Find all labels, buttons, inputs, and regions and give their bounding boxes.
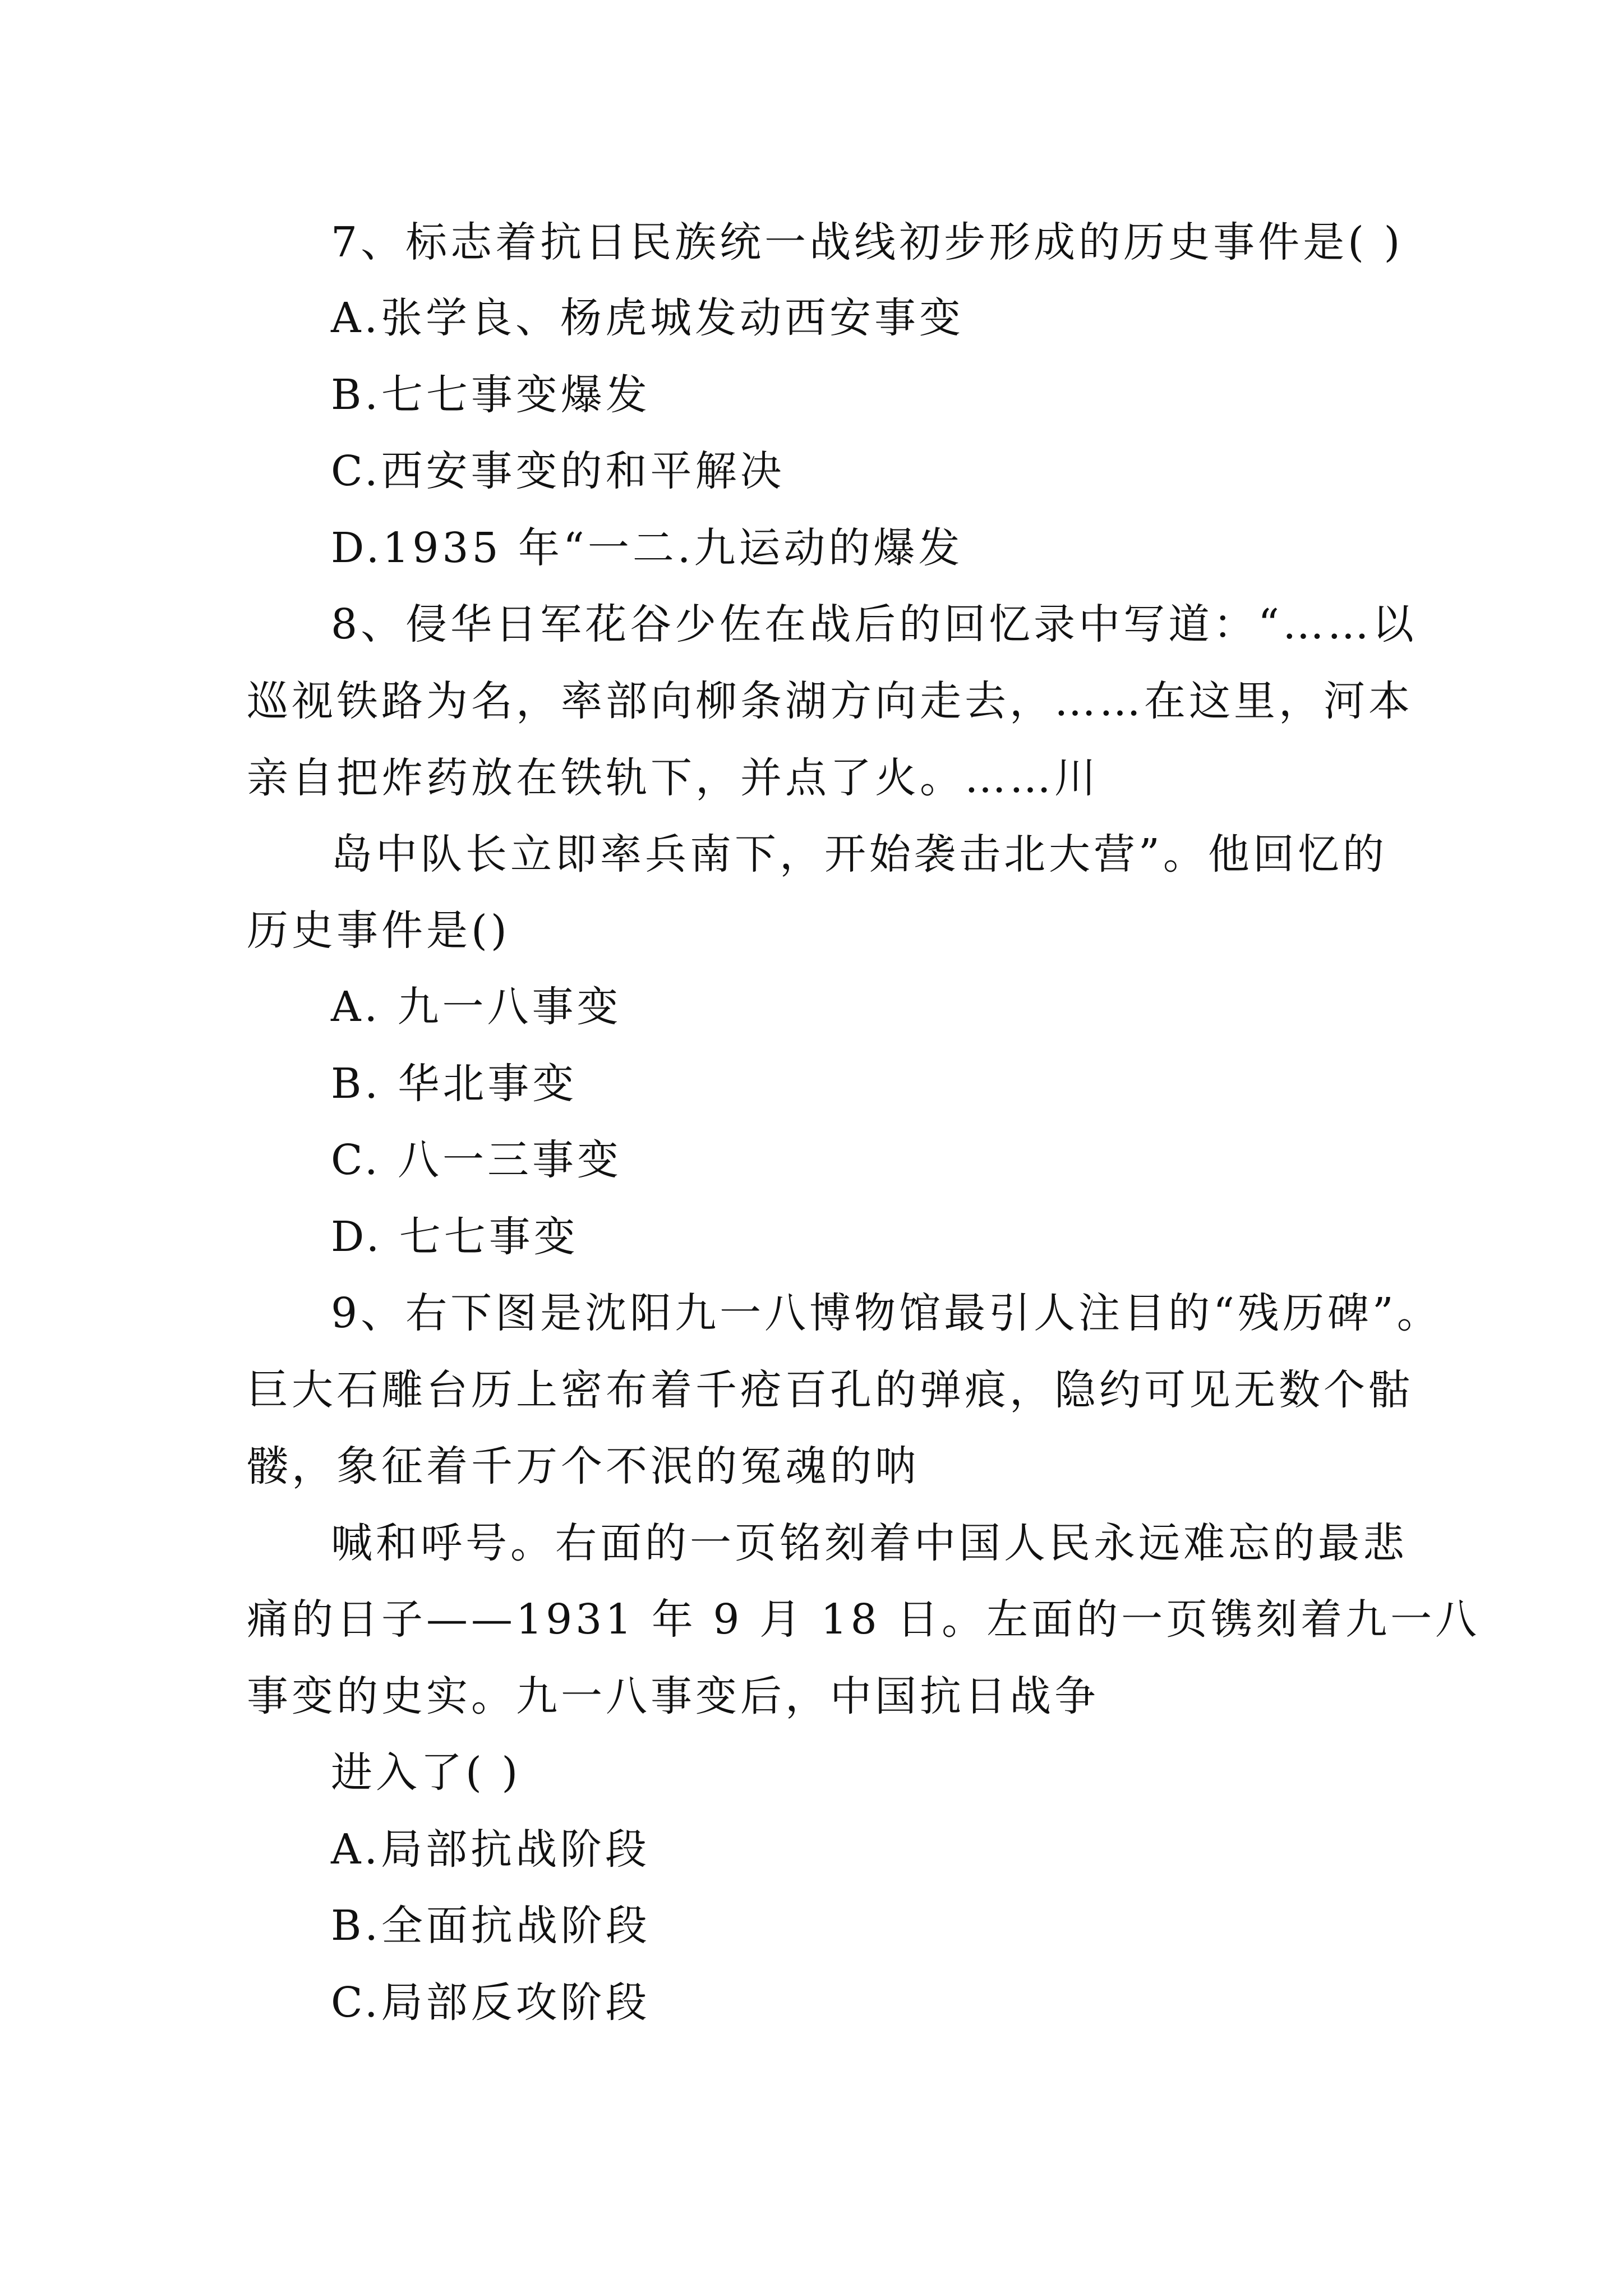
question-8-stem-line-3: 亲自把炸药放在铁轨下，并点了火。……川 — [247, 754, 1099, 802]
question-9-stem-line-7: 进入了( ) — [331, 1749, 522, 1797]
question-9-stem-line-4: 喊和呼号。右面的一页铭刻着中国人民永远难忘的最悲 — [331, 1519, 1408, 1567]
question-8-stem-line-5: 历史事件是() — [247, 907, 510, 955]
question-8-option-b: B. 华北事变 — [331, 1060, 578, 1108]
question-9-option-a: A.局部抗战阶段 — [331, 1825, 650, 1874]
question-8-stem-line-1: 8、侵华日军花谷少佐在战后的回忆录中写道：“……以 — [331, 600, 1417, 648]
question-7-stem: 7、标志着抗日民族统一战线初步形成的历史事件是( ) — [331, 218, 1404, 266]
question-9-option-c: C.局部反攻阶段 — [331, 1978, 651, 2027]
question-9-stem-line-1: 9、右下图是沈阳九一八博物馆最引人注目的“残历碑”。 — [331, 1289, 1442, 1337]
question-7-option-b: B.七七事变爆发 — [331, 371, 651, 419]
question-8-option-a: A. 九一八事变 — [331, 983, 622, 1031]
question-7-option-c: C.西安事变的和平解决 — [331, 447, 785, 495]
question-9-stem-line-6: 事变的史实。九一八事变后，中国抗日战争 — [247, 1672, 1099, 1720]
question-8-option-d: D. 七七事变 — [331, 1213, 579, 1261]
question-7-option-a: A.张学良、杨虎城发动西安事变 — [331, 294, 964, 342]
question-8-option-c: C. 八一三事变 — [331, 1136, 623, 1184]
question-9-stem-line-5: 痛的日子——1931 年 9 月 18 日。左面的一页镌刻着九一八 — [247, 1595, 1481, 1644]
question-8-stem-line-2: 巡视铁路为名，率部向柳条湖方向走去，……在这里，河本 — [247, 677, 1413, 725]
question-9-stem-line-3: 髅，象征着千万个不泯的冤魂的呐 — [247, 1442, 920, 1490]
question-7-option-d: D.1935 年“一二.九运动的爆发 — [331, 524, 963, 572]
question-9-option-b: B.全面抗战阶段 — [331, 1902, 651, 1950]
question-9-stem-line-2: 巨大石雕台历上密布着千疮百孔的弹痕，隐约可见无数个骷 — [247, 1366, 1413, 1414]
question-8-stem-line-4: 岛中队长立即率兵南下，开始袭击北大营”。他回忆的 — [331, 830, 1387, 878]
